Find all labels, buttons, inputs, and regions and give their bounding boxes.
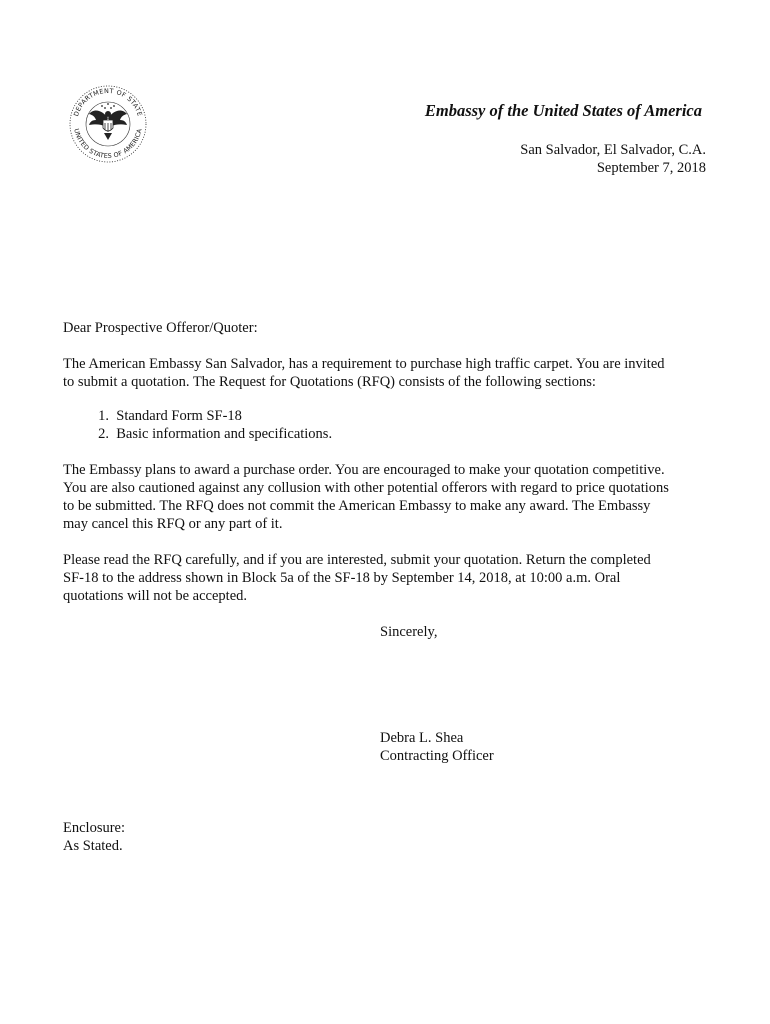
- letter-location: San Salvador, El Salvador, C.A.: [520, 142, 706, 158]
- paragraph-line: SF-18 to the address shown in Block 5a of the SF-18 by September 14, 2018, at 10:00 a.m. Oral: [63, 570, 621, 586]
- paragraph-award: [63, 461, 713, 533]
- paragraph-line: The Embassy plans to award a purchase order. You are encouraged to make your quotation competitive.: [63, 462, 665, 478]
- signer-title: Contracting Officer: [380, 748, 494, 764]
- enclosure-detail: As Stated.: [63, 838, 123, 854]
- salutation: Dear Prospective Offeror/Quoter:: [63, 320, 258, 336]
- seal-lettering: [68, 84, 148, 164]
- list-item: [63, 425, 713, 443]
- list-item-number: 2.: [98, 426, 109, 442]
- embassy-name: Embassy of the United States of America: [424, 101, 702, 120]
- paragraph-line: The American Embassy San Salvador, has a requirement to purchase high traffic carpet. You are invited: [63, 356, 665, 372]
- paragraph-line: quotations will not be accepted.: [63, 588, 248, 604]
- list-item-text: Standard Form SF-18: [116, 408, 242, 424]
- paragraph-line: may cancel this RFQ or any part of it.: [63, 516, 283, 532]
- list-item: [63, 407, 713, 425]
- enclosure-label: Enclosure:: [63, 820, 126, 836]
- paragraph-instructions: [63, 551, 713, 605]
- paragraph-intro: [63, 355, 713, 391]
- paragraph-line: to be submitted. The RFQ does not commit the American Embassy to make any award. The Embassy: [63, 498, 651, 514]
- svg-text:DEPARTMENT OF STATE: DEPARTMENT OF STATE: [72, 86, 144, 118]
- closing: Sincerely,: [380, 624, 438, 640]
- signer-name: Debra L. Shea: [380, 730, 464, 746]
- paragraph-line: You are also cautioned against any collusion with other potential offerors with regard to price quotations: [63, 480, 669, 496]
- svg-text:UNITED STATES OF AMERICA: UNITED STATES OF AMERICA: [72, 127, 144, 161]
- rfq-sections-list: [63, 407, 713, 443]
- list-item-text: Basic information and specifications.: [116, 426, 333, 442]
- paragraph-line: to submit a quotation. The Request for Quotations (RFQ) consists of the following sections:: [63, 374, 596, 390]
- paragraph-line: Please read the RFQ carefully, and if you are interested, submit your quotation. Return the completed: [63, 552, 651, 568]
- list-item-number: 1.: [98, 408, 109, 424]
- department-of-state-seal-icon: [68, 84, 148, 164]
- letter-date: September 7, 2018: [596, 160, 706, 176]
